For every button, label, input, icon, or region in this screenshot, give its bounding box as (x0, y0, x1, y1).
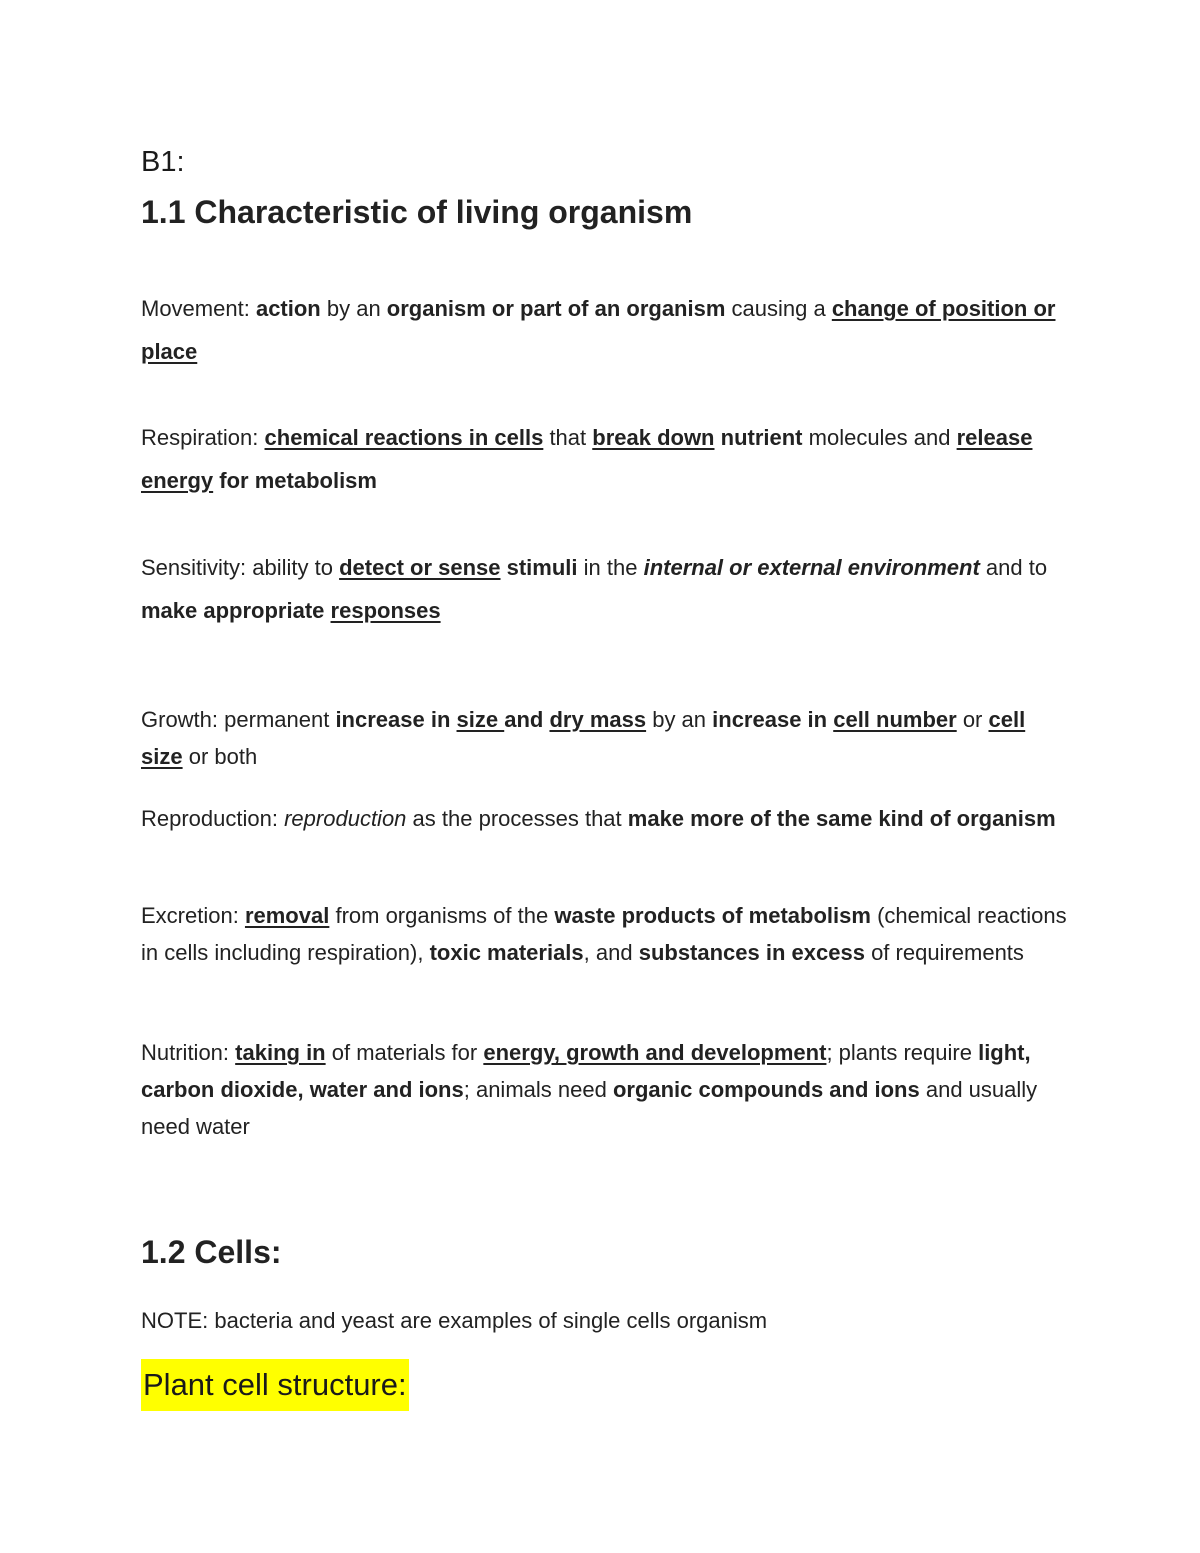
bold-text: toxic materials (429, 940, 584, 965)
bold-text: make more of the same kind of organism (627, 806, 1056, 831)
paragraph-movement: Movement: action by an organism or part of an organism causing a change of position or place (141, 296, 1056, 364)
term-excretion: Excretion: (141, 903, 239, 928)
paragraph-sensitivity: Sensitivity: ability to detect or sense stimuli in the internal or external environment and to make appropriate responses (141, 555, 1048, 623)
paragraph-reproduction: Reproduction: reproduction as the processes that make more of the same kind of organism (141, 806, 1056, 831)
underlined-bold-text: responses (330, 598, 441, 623)
term-respiration: Respiration: (141, 425, 259, 450)
underlined-bold-text: detect or sense (339, 555, 501, 580)
paragraph-growth: Growth: permanent increase in size and dry mass by an increase in cell number or cell size or both (141, 707, 1026, 769)
bold-text: stimuli (506, 555, 578, 580)
underlined-bold-text: break down (592, 425, 715, 450)
underlined-bold-text: change of position or place (141, 296, 1056, 364)
paragraph-note: NOTE: bacteria and yeast are examples of single cells organism (141, 1308, 768, 1333)
bold-text: substances in excess (638, 940, 865, 965)
bold-text: action (255, 296, 321, 321)
bold-text: and (504, 707, 544, 732)
bold-text: waste products of metabolism (554, 903, 871, 928)
bold-text: light, carbon dioxide, water and ions (141, 1040, 1031, 1102)
bold-text: organism or part of an organism (386, 296, 726, 321)
bold-text: nutrient (720, 425, 803, 450)
document-label: B1: (141, 146, 185, 178)
term-reproduction: Reproduction: (141, 806, 278, 831)
bold-text: for metabolism (219, 468, 377, 493)
underlined-bold-text: removal (244, 903, 330, 928)
paragraph-excretion: Excretion: removal from organisms of the waste products of metabolism (chemical reactions in cells including respiration), toxic materials, and substances in excess of requirements (141, 903, 1067, 965)
term-nutrition: Nutrition: (141, 1040, 230, 1065)
underlined-bold-text: cell number (833, 707, 957, 732)
underlined-bold-text: cell size (141, 707, 1026, 769)
underlined-bold-text: release energy (141, 425, 1033, 493)
paragraph-respiration: Respiration: chemical reactions in cells that break down nutrient molecules and release energy for metabolism (141, 425, 1033, 493)
term-sensitivity: Sensitivity: (141, 555, 247, 580)
underlined-bold-text: size (456, 707, 505, 732)
underlined-bold-text: dry mass (549, 707, 647, 732)
bold-text: make appropriate (141, 598, 325, 623)
underlined-bold-text: energy, growth and development (483, 1040, 827, 1065)
term-note: NOTE: (141, 1308, 209, 1333)
bold-italic-text: internal or external environment (643, 555, 980, 580)
highlighted-heading: Plant cell structure: (141, 1359, 409, 1411)
bold-text: increase in (335, 707, 451, 732)
bold-text: organic compounds and ions (612, 1077, 920, 1102)
section-title-1-1: 1.1 Characteristic of living organism (141, 194, 693, 230)
section-title-1-2: 1.2 Cells: (141, 1234, 282, 1270)
bold-text: increase in (712, 707, 828, 732)
term-movement: Movement: (141, 296, 250, 321)
italic-text: reproduction (284, 806, 407, 831)
term-growth: Growth: (141, 707, 219, 732)
highlighted-heading-wrapper (141, 1359, 409, 1411)
paragraph-nutrition: Nutrition: taking in of materials for energy, growth and development; plants require light, carbon dioxide, water and ions; animals need organic compounds and ions and usually need water (141, 1040, 1038, 1139)
underlined-bold-text: taking in (235, 1040, 326, 1065)
underlined-bold-text: chemical reactions in cells (264, 425, 544, 450)
